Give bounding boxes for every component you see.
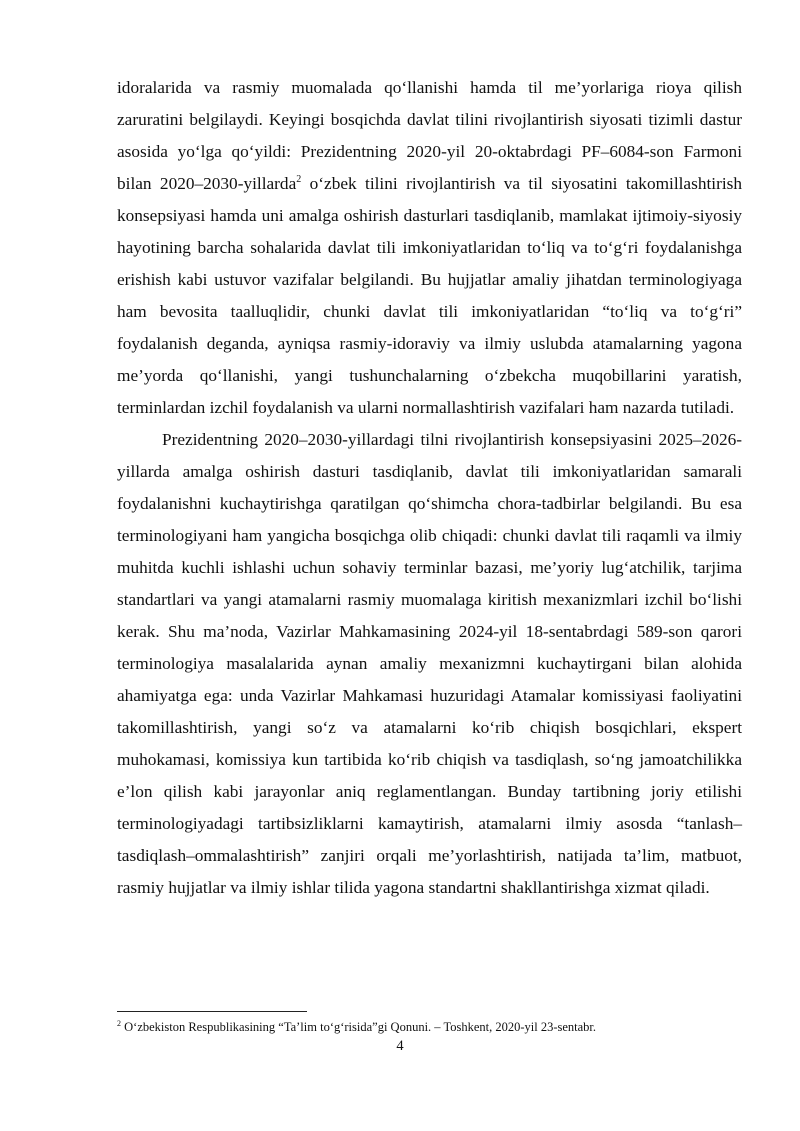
footnote-reference[interactable]: 2 bbox=[296, 174, 302, 186]
footnote-number: 2 bbox=[117, 1018, 121, 1028]
paragraph-1-text-b: o‘zbek tilini rivojlantirish va til siyosatini takomillashtirish konsepsiyasi hamda uni amalga oshirish dasturlari tasdiqlanib, mamlakat ijtimoiy-siyosiy hayotining barcha sohalarida davlat tili imkoniyatlaridan to‘liq va to‘g‘ri foydalanishga erishish kabi ustuvor vazifalar belgilandi. Bu hujjatlar amaliy jihatdan terminologiyaga ham bevosita taalluqlidir, chunki davlat tili imkoniyatlaridan “to‘liq va to‘g‘ri” foydalanish deganda, ayniqsa rasmiy-idoraviy va ilmiy uslubda atamalarning yagona me’yorda qo‘llanishi, yangi tushunchalarning o‘zbekcha muqobillarini yaratish, terminlardan izchil foydalanish va ularni normallashtirish vazifalari ham nazarda tutiladi. bbox=[117, 174, 742, 417]
document-body bbox=[117, 72, 742, 904]
footnote-text: O‘zbekiston Respublikasining “Ta’lim to‘g‘risida”gi Qonuni. – Toshkent, 2020-yil 23-sentabr. bbox=[121, 1020, 597, 1034]
paragraph-1 bbox=[117, 72, 742, 424]
footnote-divider bbox=[117, 1011, 307, 1012]
paragraph-2: Prezidentning 2020–2030-yillardagi tilni rivojlantirish konsepsiyasini 2025–2026-yillarda amalga oshirish dasturi tasdiqlanib, davlat tili imkoniyatlaridan samarali foydalanishni kuchaytirishga qaratilgan qo‘shimcha chora-tadbirlar belgilandi. Bu esa terminologiyani ham yangicha bosqichga olib chiqadi: chunki davlat tili raqamli va ilmiy muhitda kuchli ishlashi uchun sohaviy terminlar bazasi, me’yoriy lug‘atchilik, tarjima standartlari va yangi atamalarni rasmiy muomalaga kiritish mexanizmlari izchil bo‘lishi kerak. Shu ma’noda, Vazirlar Mahkamasining 2024-yil 18-sentabrdagi 589-son qarori terminologiya masalalarida aynan amaliy mexanizmni kuchaytirgani bilan alohida ahamiyatga ega: unda Vazirlar Mahkamasi huzuridagi Atamalar komissiyasi faoliyatini takomillashtirish, yangi so‘z va atamalarni ko‘rib chiqish bosqichlari, ekspert muhokamasi, komissiya kun tartibida ko‘rib chiqish va tasdiqlash, so‘ng jamoatchilikka e’lon qilish kabi jarayonlar aniq reglamentlangan. Bunday tartibning joriy etilishi terminologiyadagi tartibsizliklarni kamaytirish, atamalarni ilmiy asosda “tanlash–tasdiqlash–ommalashtirish” zanjiri orqali me’yorlashtirish, natijada ta’lim, matbuot, rasmiy hujjatlar va ilmiy ishlar tilida yagona standartni shakllantirishga xizmat qiladi. bbox=[117, 430, 742, 897]
page-number: 4 bbox=[396, 1038, 404, 1054]
paragraph-1-text-a: idoralarida va rasmiy muomalada qo‘llanishi hamda til me’yorlariga rioya qilish zaruratini belgilaydi. Keyingi bosqichda davlat tilini rivojlantirish siyosati tizimli dastur asosida yo‘lga qo‘yildi: Prezidentning 2020-yil 20-oktabrdagi PF–6084-son Farmoni bilan 2020–2030-yillarda bbox=[117, 78, 742, 193]
footnote bbox=[117, 1019, 742, 1035]
